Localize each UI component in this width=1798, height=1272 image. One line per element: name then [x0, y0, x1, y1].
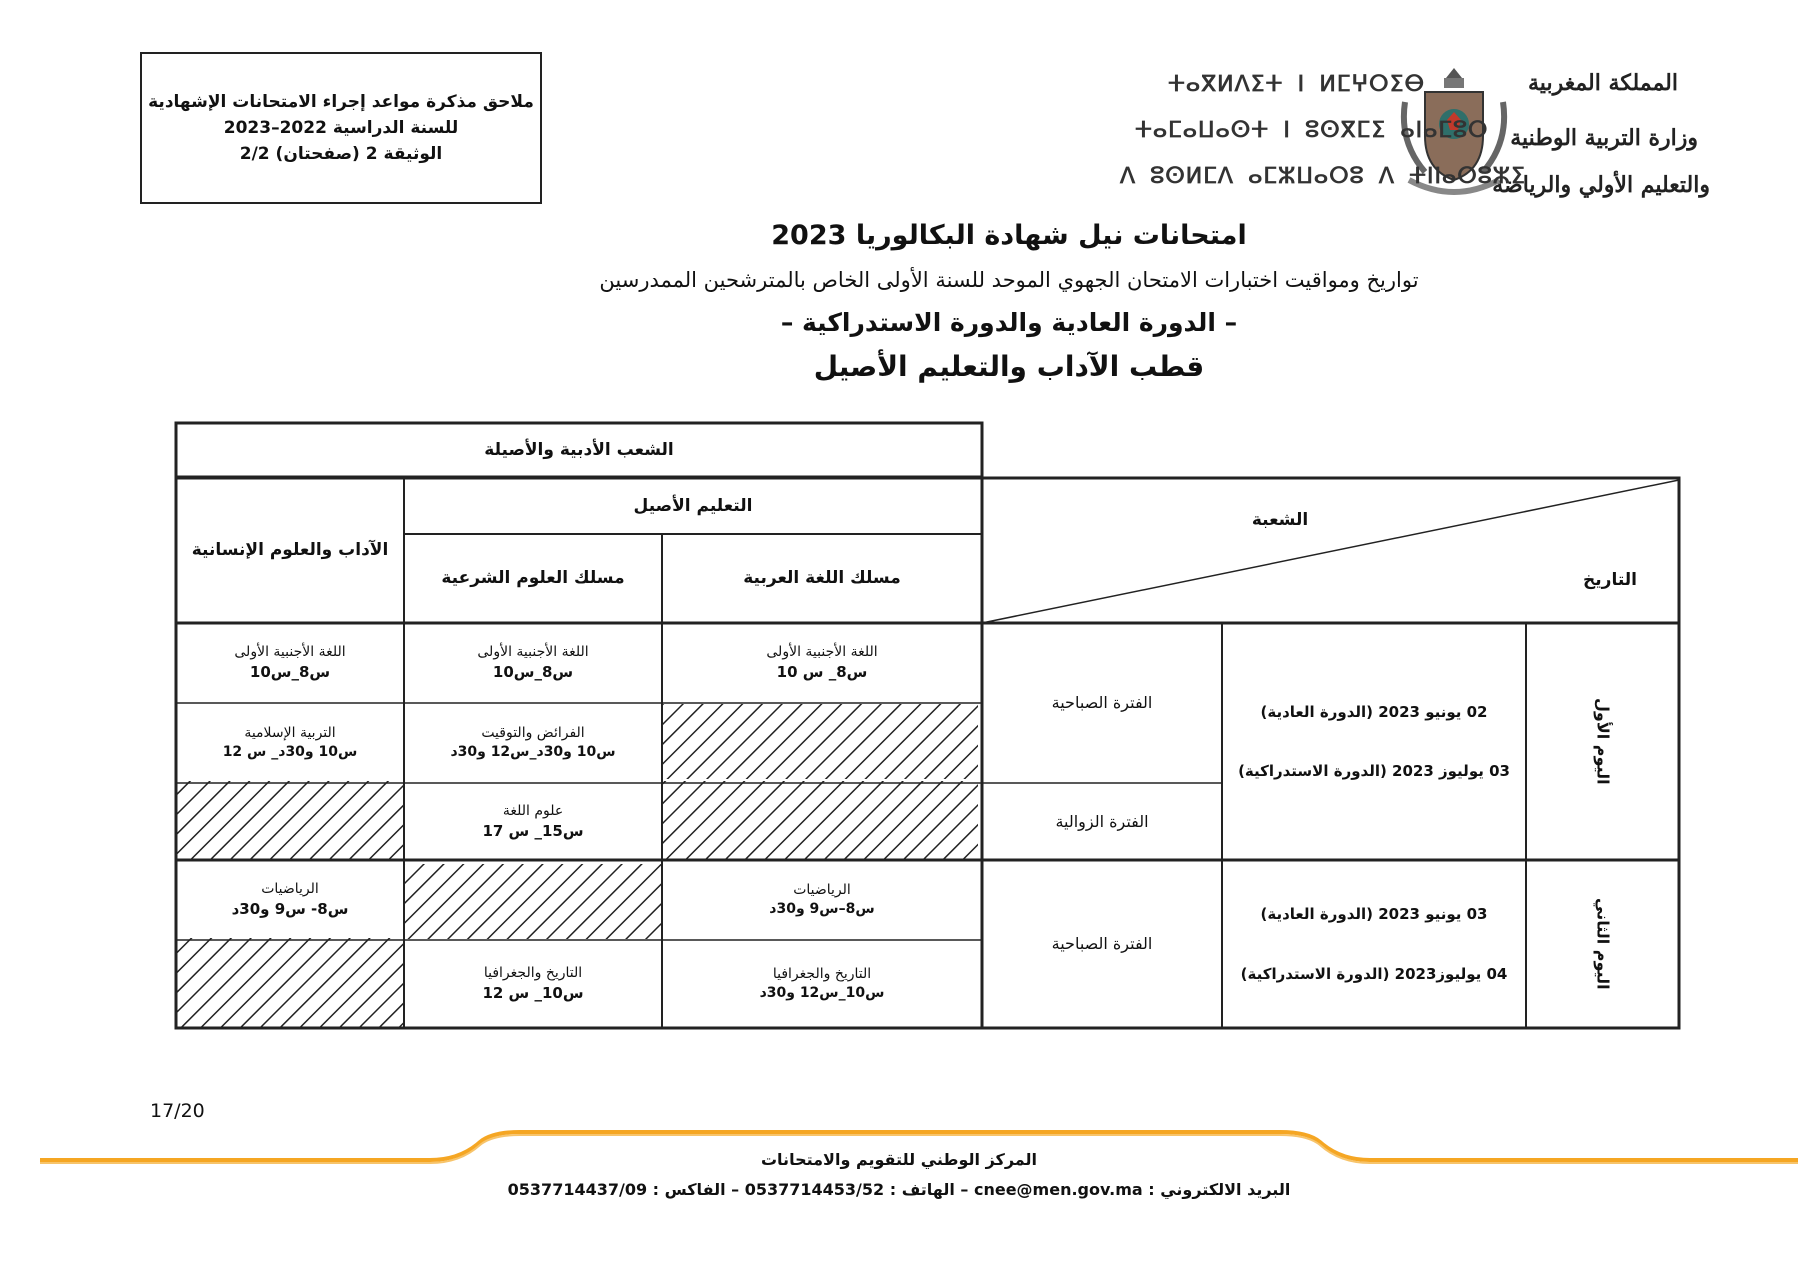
subject: الرياضيات	[261, 881, 319, 898]
subject: علوم اللغة	[502, 802, 564, 819]
time: س10 و30د_ س 12	[222, 744, 358, 760]
d2-r2-arabic	[662, 940, 982, 1028]
footer-contact: البريد الالكتروني : cnee@men.gov.ma – الهاتف : 0537714453/52 – الفاكس : 0537714437/09	[507, 1180, 1291, 1199]
subject: الفرائض والتوقيت	[481, 725, 585, 742]
ministry-line-3: والتعليم الأولي والرياضة	[1492, 172, 1710, 198]
day-1-date-normal: 02 يونيو 2023 (الدورة العادية)	[1260, 703, 1488, 722]
header-arabic-track: مسلك اللغة العربية	[743, 568, 901, 589]
header-literary-branches: الشعب الأدبية والأصيلة	[484, 439, 674, 460]
d1-r1-sharia	[404, 623, 662, 703]
day-1-date-catchup: 03 يوليوز 2023 (الدورة الاستدراكية)	[1238, 761, 1510, 780]
d2-r1-humanities	[176, 860, 404, 940]
tifinagh-line-3: ⴷ ⵓⵙⵍⵎⴷ ⴰⵎⵣⵡⴰⵔⵓ ⴷ ⵜⵏⵏⴰⵔⵓⵣⵉ	[1120, 164, 1526, 189]
ministry-line-1: المملكة المغربية	[1528, 70, 1678, 96]
day-1-text: اليوم الأول	[1593, 698, 1613, 785]
hatched-cell	[176, 938, 404, 1028]
time: س8_ س 10	[776, 663, 868, 682]
time: س15_ س 17	[482, 821, 584, 840]
main-title: امتحانات نيل شهادة البكالوريا 2023	[771, 220, 1247, 251]
subject: اللغة الأجنبية الأولى	[234, 644, 346, 661]
day-2-text: اليوم الثاني	[1593, 898, 1613, 990]
day-2-date-catchup: 04 يوليوز2023 (الدورة الاستدراكية)	[1240, 965, 1508, 983]
tifinagh-line-1: ⵜⴰⴳⵍⴷⵉⵜ ⵏ ⵍⵎⵖⵔⵉⴱ	[1168, 72, 1426, 97]
page-number: 17/20	[150, 1100, 205, 1122]
d1-r2-sharia	[404, 703, 662, 783]
hatched-cell	[404, 864, 662, 939]
subject: التاريخ والجغرافيا	[483, 965, 583, 982]
day-1-dates	[1222, 623, 1526, 860]
time: س8- س9 و30د	[231, 900, 349, 919]
day-2-dates	[1222, 860, 1526, 1028]
subject: اللغة الأجنبية الأولى	[477, 644, 589, 661]
hatched-cell	[176, 781, 404, 860]
d2-r1-arabic	[662, 860, 982, 940]
d1-r1-humanities	[176, 623, 404, 703]
subtitle: تواريخ ومواقيت اختبارات الامتحان الجهوي الموحد للسنة الأولى الخاص بالمترشحين الممدرسين	[599, 268, 1419, 292]
annex-line-1: ملاحق مذكرة مواعد إجراء الامتحانات الإشهادية	[148, 92, 534, 112]
day-2-date-normal: 03 يونيو 2023 (الدورة العادية)	[1260, 904, 1488, 923]
day-1-morning: الفترة الصباحية	[1051, 693, 1153, 713]
ministry-line-2: وزارة التربية الوطنية	[1510, 125, 1698, 151]
d1-r2-humanities	[176, 703, 404, 783]
subject: اللغة الأجنبية الأولى	[766, 644, 878, 661]
day-2-label	[1526, 860, 1679, 1028]
session-title: – الدورة العادية والدورة الاستدراكية –	[780, 308, 1238, 337]
header-branch: الشعبة	[1251, 509, 1309, 530]
day-1-label	[1526, 623, 1679, 860]
hatched-cell	[662, 704, 978, 779]
subject: التربية الإسلامية	[244, 725, 336, 742]
tifinagh-line-2: ⵜⴰⵎⴰⵡⴰⵙⵜ ⵏ ⵓⵙⴳⵎⵉ ⴰⵏⴰⵎⵓⵔ	[1135, 118, 1489, 143]
annex-line-3: الوثيقة 2 (صفحتان) 2/2	[239, 144, 443, 164]
day-1-afternoon: الفترة الزوالية	[1055, 811, 1149, 831]
subject: التاريخ والجغرافيا	[772, 966, 872, 983]
subject: الرياضيات	[793, 882, 851, 899]
time: س8_س10	[249, 663, 331, 682]
header-humanities: الآداب والعلوم الإنسانية	[191, 540, 389, 561]
d1-r1-arabic	[662, 623, 982, 703]
header-date: التاريخ	[1583, 569, 1637, 590]
time: س10_ س 12	[482, 984, 584, 1003]
time: س10 و30د_س12 و30د	[450, 744, 616, 760]
d2-r2-sharia	[404, 940, 662, 1028]
time: س8_س10	[492, 663, 574, 682]
header-sharia-track: مسلك العلوم الشرعية	[441, 568, 625, 589]
d1-r3-sharia	[404, 783, 662, 860]
pole-title: قطب الآداب والتعليم الأصيل	[813, 350, 1205, 383]
time: س8–س9 و30د	[769, 901, 875, 917]
day-2-morning: الفترة الصباحية	[1051, 934, 1153, 954]
time: س10_س12 و30د	[759, 985, 885, 1001]
header-original-education: التعليم الأصيل	[633, 495, 753, 516]
footer-center-name: المركز الوطني للتقويم والامتحانات	[760, 1150, 1038, 1169]
hatched-cell	[662, 781, 978, 860]
annex-box	[140, 52, 542, 204]
annex-line-2: للسنة الدراسية 2022–2023	[223, 118, 459, 138]
